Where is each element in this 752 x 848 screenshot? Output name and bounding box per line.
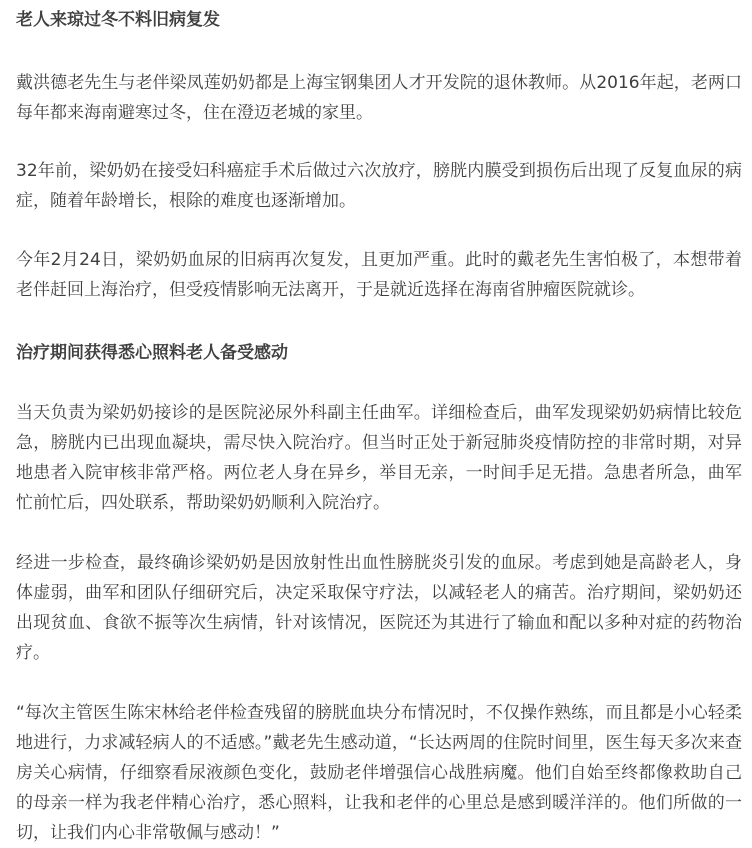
paragraph: 32年前，梁奶奶在接受妇科癌症手术后做过六次放疗，膀胱内膜受到损伤后出现了反复血尿的病症，随着年龄增长，根除的难度也逐渐增加。 (16, 161, 742, 211)
paragraph: 戴洪德老先生与老伴梁凤莲奶奶都是上海宝钢集团人才开发院的退休教师。从2016年起，老两口每年都来海南避寒过冬，住在澄迈老城的家里。 (16, 73, 742, 123)
section-heading: 治疗期间获得悉心照料老人备受感动 (16, 343, 288, 363)
paragraph: “每次主管医生陈宋林给老伴检查残留的膀胱血块分布情况时，不仅操作熟练，而且都是小心轻柔地进行，力求减轻病人的不适感。”戴老先生感动道，“长达两周的住院时间里，医生每天多次来查房关心病情，仔细察看尿液颜色变化，鼓励老伴增强信心战胜病魔。他们自始至终都像救助自己的母亲一样为我老伴精心治疗，悉心照料，让我和老伴的心里总是感到暖洋洋的。他们所做的一切，让我们内心非常敬佩与感动！” (16, 703, 742, 843)
paragraph: 经进一步检查，最终确诊梁奶奶是因放射性出血性膀胱炎引发的血尿。考虑到她是高龄老人，身体虚弱，曲军和团队仔细研究后，决定采取保守疗法，以减轻老人的痛苦。治疗期间，梁奶奶还出现贫血、食欲不振等次生病情，针对该情况，医院还为其进行了输血和配以多种对症的药物治疗。 (16, 553, 742, 663)
paragraph: 今年2月24日，梁奶奶血尿的旧病再次复发，且更加严重。此时的戴老先生害怕极了，本想带着老伴赶回上海治疗，但受疫情影响无法离开，于是就近选择在海南省肿瘤医院就诊。 (16, 250, 742, 300)
paragraph: 当天负责为梁奶奶接诊的是医院泌尿外科副主任曲军。详细检查后，曲军发现梁奶奶病情比较危急，膀胱内已出现血凝块，需尽快入院治疗。但当时正处于新冠肺炎疫情防控的非常时期，对异地患者入院审核非常严格。两位老人身在异乡，举目无亲，一时间手足无措。急患者所急，曲军忙前忙后，四处联系，帮助梁奶奶顺利入院治疗。 (16, 403, 742, 513)
section-heading: 老人来琼过冬不料旧病复发 (16, 10, 220, 30)
